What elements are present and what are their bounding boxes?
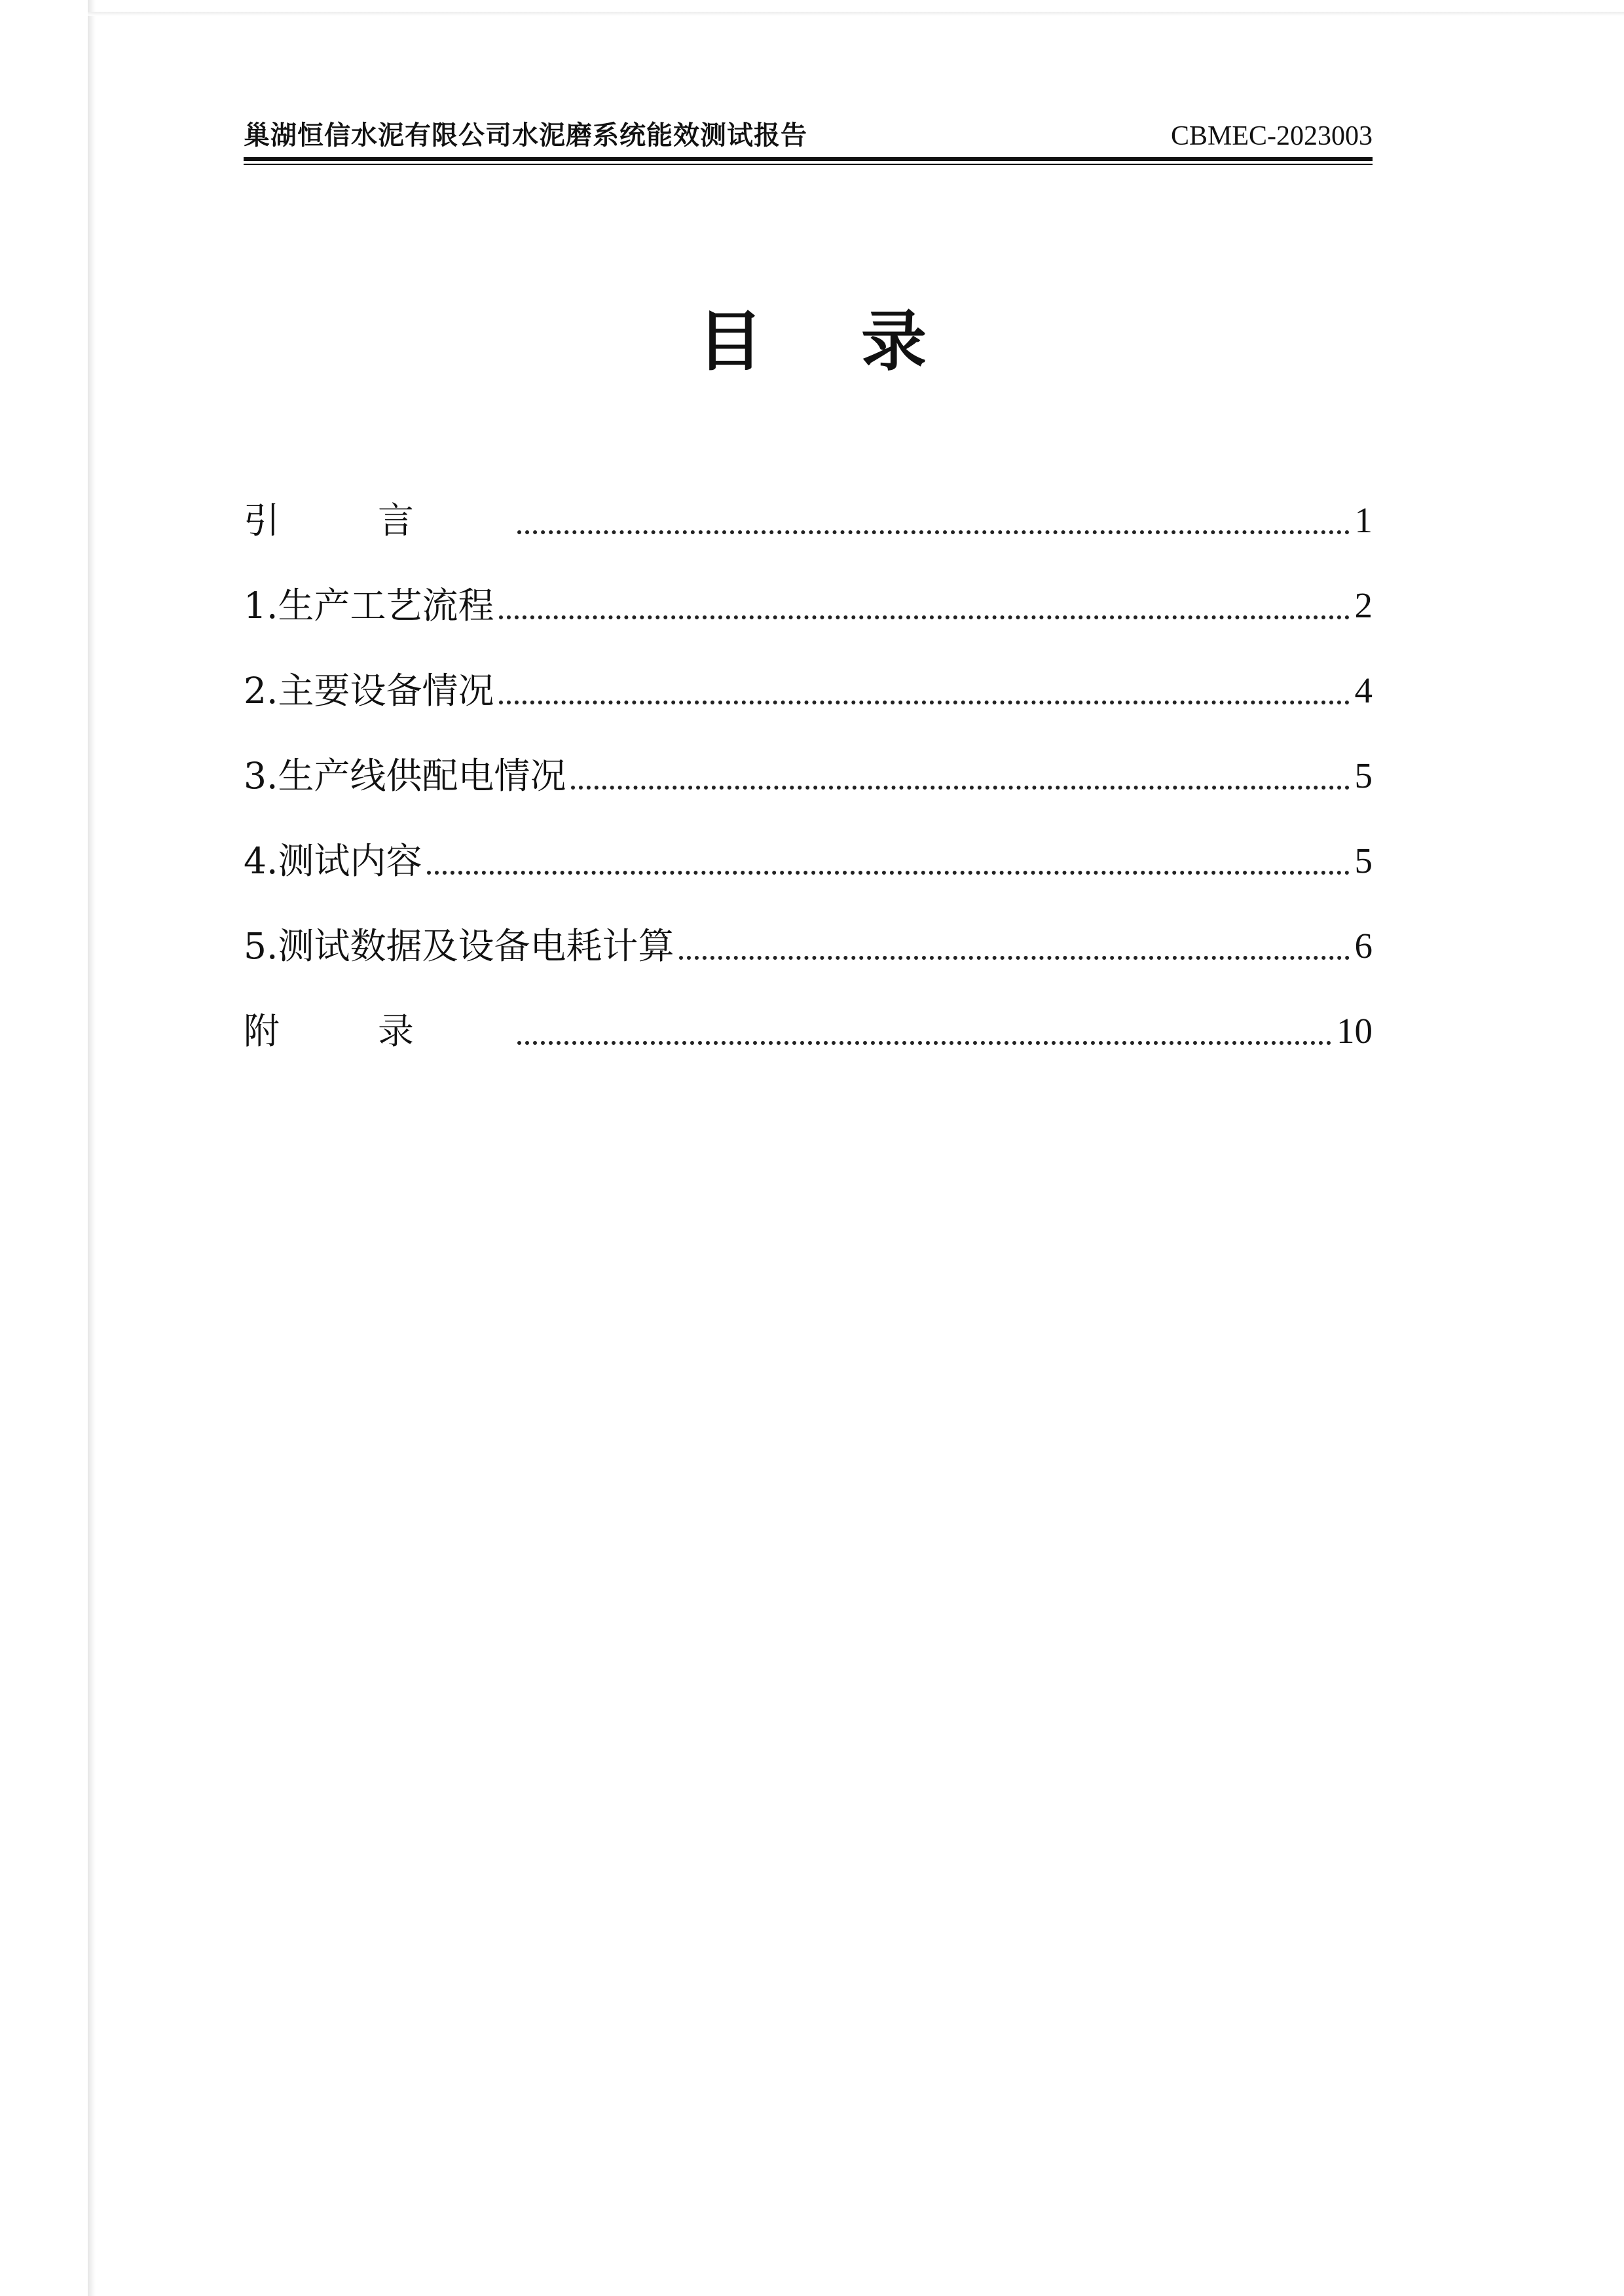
- toc-entry-page: 4: [1354, 670, 1373, 710]
- header-rule-thick: [244, 157, 1373, 161]
- toc-entry-test-data[interactable]: [244, 884, 1373, 969]
- dot-leader: [499, 615, 1349, 619]
- toc-title: [0, 302, 1624, 381]
- report-code: CBMEC-2023003: [1170, 121, 1373, 151]
- dot-leader: [679, 956, 1349, 960]
- toc-entry-power-supply[interactable]: [244, 714, 1373, 799]
- toc-entry-label: 3.生产线供配电情况: [244, 755, 566, 797]
- header-rule-thin: [244, 164, 1373, 165]
- dot-leader: [427, 871, 1349, 875]
- toc-entry-test-content[interactable]: [244, 799, 1373, 884]
- toc-entry-label: 5.测试数据及设备电耗计算: [244, 925, 674, 967]
- toc-entry-label: 2.主要设备情况: [244, 670, 494, 712]
- toc-entry-page: 6: [1354, 926, 1373, 966]
- toc-entry-page: 1: [1354, 500, 1373, 540]
- toc-title-char-1: 目: [697, 303, 763, 380]
- toc-entry-label: 4.测试内容: [244, 840, 422, 882]
- toc-entry-page: 5: [1354, 841, 1373, 881]
- dot-leader: [517, 530, 1349, 534]
- report-header-title: 巢湖恒信水泥有限公司水泥磨系统能效测试报告: [244, 120, 807, 151]
- toc-entry-page: 10: [1337, 1011, 1373, 1051]
- dot-leader: [517, 1041, 1331, 1045]
- table-of-contents: [244, 458, 1373, 1054]
- toc-entry-label: 1.生产工艺流程: [244, 585, 494, 627]
- toc-entry-page: 5: [1354, 756, 1373, 795]
- scan-shadow-top: [88, 12, 1624, 16]
- toc-entry-page: 2: [1354, 585, 1373, 625]
- toc-entry-label: 附录: [244, 1010, 513, 1052]
- dot-leader: [499, 701, 1349, 704]
- toc-entry-process-flow[interactable]: [244, 543, 1373, 629]
- page-header: [244, 113, 1373, 158]
- dot-leader: [571, 786, 1349, 790]
- toc-title-char-2: 录: [861, 303, 927, 380]
- toc-entry-appendix[interactable]: [244, 969, 1373, 1054]
- toc-entry-main-equipment[interactable]: [244, 629, 1373, 714]
- toc-entry-introduction[interactable]: [244, 458, 1373, 543]
- toc-entry-label: 引言: [244, 500, 513, 541]
